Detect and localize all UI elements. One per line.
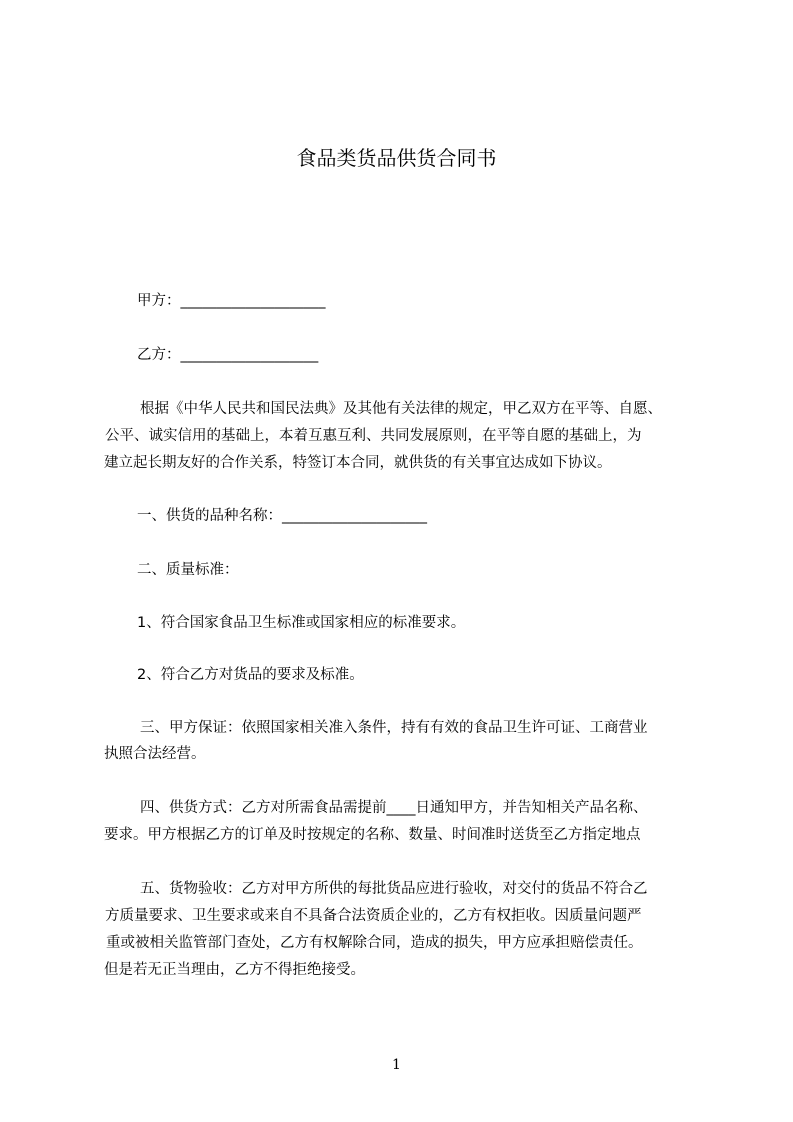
preamble-line-2: 公平、诚实信用的基础上，本着互惠互利、共同发展原则，在平等自愿的基础上，为: [105, 428, 642, 444]
party-a-line: 甲方：____________________: [137, 293, 326, 309]
page-number: 1: [392, 1057, 401, 1073]
clause-5-line-2: 方质量要求、卫生要求或来自不具备合法资质企业的，乙方有权拒收。因质量问题严: [105, 908, 642, 924]
clause-4-line-1: 四、供货方式：乙方对所需食品需提前____日通知甲方，并告知相关产品名称、: [140, 800, 648, 816]
clause-5-line-4: 但是若无正当理由，乙方不得拒绝接受。: [104, 962, 365, 978]
clause-4-line-2: 要求。甲方根据乙方的订单及时按规定的名称、数量、时间准时送货至乙方指定地点: [104, 827, 641, 843]
preamble-line-3: 建立起长期友好的合作关系，特签订本合同，就供货的有关事宜达成如下协议。: [104, 455, 612, 471]
party-b-line: 乙方：___________________: [137, 347, 319, 363]
clause-3-line-1: 三、甲方保证：依照国家相关准入条件，持有有效的食品卫生许可证、工商营业: [140, 720, 648, 736]
clause-5-line-3: 重或被相关监管部门查处，乙方有权解除合同，造成的损失，甲方应承担赔偿责任。: [106, 935, 643, 951]
clause-1-product-name: 一、供货的品种名称：____________________: [137, 508, 427, 524]
clause-3-line-2: 执照合法经营。: [104, 746, 206, 762]
document-title: 食品类货品供货合同书: [296, 146, 497, 170]
clause-2-heading: 二、质量标准：: [137, 562, 239, 578]
clause-2-item-2: 2、符合乙方对货品的要求及标准。: [137, 667, 364, 683]
preamble-line-1: 根据《中华人民共和国民法典》及其他有关法律的规定，甲乙双方在平等、自愿、: [140, 401, 662, 417]
clause-5-line-1: 五、货物验收：乙方对甲方所供的每批货品应进行验收，对交付的货品不符合乙: [140, 881, 648, 897]
clause-2-item-1: 1、符合国家食品卫生标准或国家相应的标准要求。: [137, 615, 466, 631]
